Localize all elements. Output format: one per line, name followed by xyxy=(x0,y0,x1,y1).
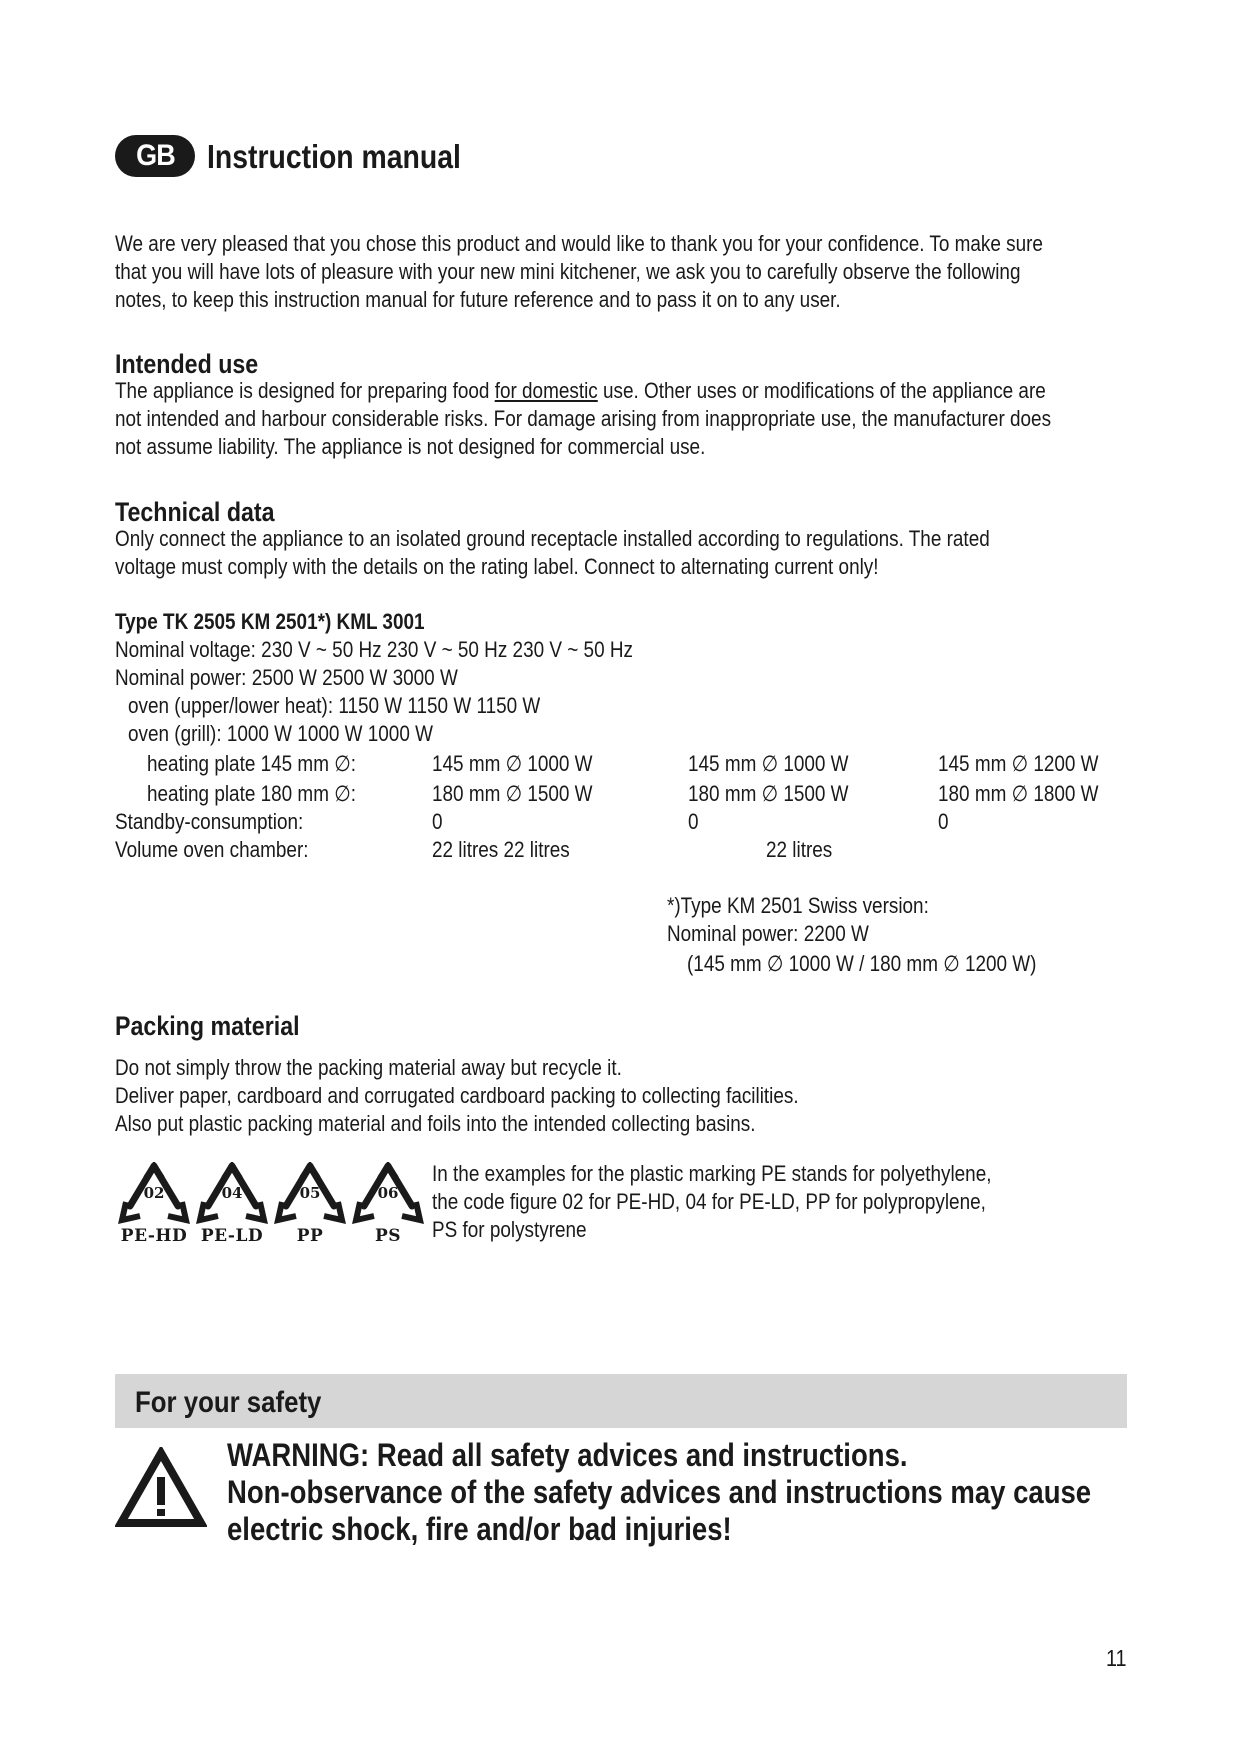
intended-use-heading: Intended use xyxy=(115,349,259,379)
technical-data-heading: Technical data xyxy=(115,497,275,527)
intended-use-line: not assume liability. The appliance is not designed for commercial use. xyxy=(115,434,706,459)
table-cell: 145 mm ∅ 1000 W xyxy=(432,751,593,776)
warning-line: electric shock, fire and/or bad injuries! xyxy=(227,1511,732,1547)
table-row-label: Volume oven chamber: xyxy=(115,837,309,862)
page-number: 11 xyxy=(1106,1645,1127,1671)
plastic-note-line: In the examples for the plastic marking PE stands for polyethylene, xyxy=(432,1161,992,1186)
intro-line: that you will have lots of pleasure with your new mini kitchener, we ask you to carefully observe the following xyxy=(115,259,1021,284)
recycle-label: PS xyxy=(374,1226,402,1246)
technical-data-line: Only connect the appliance to an isolated ground receptacle installed according to regulations. The rated xyxy=(115,526,990,551)
table-cell: 180 mm ∅ 1500 W xyxy=(688,781,849,806)
packing-line: Also put plastic packing material and foils into the intended collecting basins. xyxy=(115,1111,756,1136)
recycle-symbol xyxy=(196,1162,268,1250)
type-line: Type TK 2505 KM 2501*) KML 3001 xyxy=(115,609,425,634)
recycle-triangle-icon xyxy=(274,1162,346,1226)
packing-line: Do not simply throw the packing material away but recycle it. xyxy=(115,1055,622,1080)
recycle-symbols xyxy=(118,1162,424,1250)
table-row-label: heating plate 145 mm ∅: xyxy=(147,751,356,776)
packing-paragraph xyxy=(115,1054,910,1138)
recycle-symbol xyxy=(274,1162,346,1250)
technical-data-line: voltage must comply with the details on the rating label. Connect to alternating current only! xyxy=(115,554,879,579)
table-row-label: heating plate 180 mm ∅: xyxy=(147,781,356,806)
recycle-triangle-icon xyxy=(196,1162,268,1226)
packing-material-heading: Packing material xyxy=(115,1011,300,1041)
packing-line: Deliver paper, cardboard and corrugated cardboard packing to collecting facilities. xyxy=(115,1083,799,1108)
table-cell: 0 xyxy=(688,809,699,834)
recycle-symbol xyxy=(352,1162,424,1250)
svg-text:05: 05 xyxy=(299,1184,321,1202)
plastic-marking-note xyxy=(432,1160,1083,1244)
plastic-note-line: the code figure 02 for PE-HD, 04 for PE-LD, PP for polypropylene, xyxy=(432,1189,986,1214)
oven-grill: oven (grill): 1000 W 1000 W 1000 W xyxy=(128,721,433,746)
warning-line: Non-observance of the safety advices and instructions may cause xyxy=(227,1474,1092,1510)
svg-text:04: 04 xyxy=(221,1184,243,1202)
intro-line: notes, to keep this instruction manual for future reference and to pass it on to any user. xyxy=(115,287,841,312)
intro-line: We are very pleased that you chose this product and would like to thank you for your confidence. To make sure xyxy=(115,231,1043,256)
plastic-note-line: PS for polystyrene xyxy=(432,1217,587,1242)
country-badge: GB xyxy=(115,135,195,177)
intro-paragraph xyxy=(115,230,1194,314)
recycle-label: PE-HD xyxy=(120,1226,188,1246)
table-cell: 22 litres 22 litres xyxy=(432,837,570,862)
recycle-label: PE-LD xyxy=(200,1226,264,1246)
svg-text:06: 06 xyxy=(377,1184,399,1202)
intended-use-line: not intended and harbour considerable risks. For damage arising from inappropriate use, the manufacturer does xyxy=(115,406,1052,431)
swiss-note-line: *)Type KM 2501 Swiss version: xyxy=(667,893,929,918)
recycle-label: PP xyxy=(296,1226,324,1246)
swiss-note-line: Nominal power: 2200 W xyxy=(667,921,869,946)
recycle-symbol xyxy=(118,1162,190,1250)
table-cell: 22 litres xyxy=(766,837,833,862)
safety-title: For your safety xyxy=(135,1386,322,1419)
table-cell: 180 mm ∅ 1500 W xyxy=(432,781,593,806)
technical-data-paragraph xyxy=(115,525,1132,581)
svg-text:02: 02 xyxy=(143,1184,165,1202)
swiss-note-line: (145 mm ∅ 1000 W / 180 mm ∅ 1200 W) xyxy=(687,951,1037,976)
table-row-label: Standby-consumption: xyxy=(115,809,304,834)
warning-triangle-icon xyxy=(115,1447,207,1529)
recycle-triangle-icon xyxy=(118,1162,190,1226)
safety-warning xyxy=(227,1437,1232,1548)
table-cell: 180 mm ∅ 1800 W xyxy=(938,781,1099,806)
intended-use-line: The appliance is designed for preparing food for domestic use. Other uses or modifications of the appliance are xyxy=(115,378,1046,403)
page-title: Instruction manual xyxy=(207,138,461,175)
recycle-triangle-icon xyxy=(352,1162,424,1226)
nominal-voltage: Nominal voltage: 230 V ~ 50 Hz 230 V ~ 50 Hz 230 V ~ 50 Hz xyxy=(115,637,633,662)
table-cell: 0 xyxy=(432,809,443,834)
warning-line: WARNING: Read all safety advices and instructions. xyxy=(227,1437,908,1473)
intended-use-paragraph xyxy=(115,377,1203,461)
table-cell: 0 xyxy=(938,809,949,834)
nominal-power: Nominal power: 2500 W 2500 W 3000 W xyxy=(115,665,458,690)
oven-upper-lower-heat: oven (upper/lower heat): 1150 W 1150 W 1150 W xyxy=(128,693,541,718)
table-cell: 145 mm ∅ 1000 W xyxy=(688,751,849,776)
table-cell: 145 mm ∅ 1200 W xyxy=(938,751,1099,776)
